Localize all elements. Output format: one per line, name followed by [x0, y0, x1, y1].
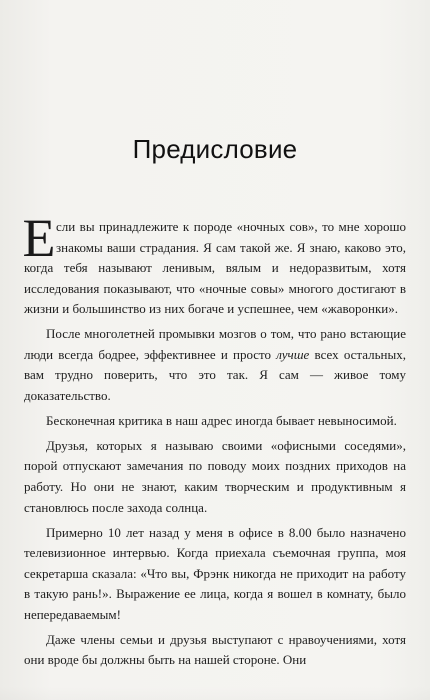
paragraph-1-text: сли вы принадлежите к породе «ночных сов», то мне хорошо знакомы ваши страдания. Я сам такой же. Я знаю, каково это, когда тебя называют ленивым, вялым и недоразвитым, хотя исследования показывают, что «ночные совы» многого достигают в жизни и большинство из них богаче и успешнее, чем «жаворонки».	[24, 219, 406, 317]
chapter-title: Предисловие	[132, 134, 298, 165]
paragraph-2-emphasis: лучше	[276, 346, 310, 362]
paragraph-2	[24, 324, 406, 406]
page-bottom-shadow	[0, 686, 430, 700]
paragraph-2-part-1: После многолетней промывки мозгов о том, что рано встающие люди всегда бодрее, эффективнее и просто	[24, 326, 406, 362]
dropcap-box	[22, 208, 56, 268]
paragraph-4: Друзья, которых я называю своими «офисными соседями», порой отпускают замечания по поводу моих поздних приходов на работу. Но они не знают, каким творческим и продуктивным я становлюсь после захода солнца.	[24, 437, 406, 515]
paragraph-1	[22, 208, 406, 320]
body-text	[22, 208, 406, 671]
paragraph-2-part-2: всех остальных, вам трудно поверить, что это так. Я сам — живое тому доказательство.	[24, 346, 406, 404]
paragraph-3: Бесконечная критика в наш адрес иногда бывает невыносимой.	[46, 412, 397, 428]
paragraph-5: Примерно 10 лет назад у меня в офисе в 8.00 было назначено телевизионное интервью. Когда приехала съемочная группа, моя секретарша сказала: «Что вы, Фрэнк никогда не приходит на работу в такую рань!». Выражение ее лица, когда я вошел в комнату, было непередаваемым!	[24, 524, 406, 622]
paragraph-6: Даже члены семьи и друзья выступают с нравоучениями, хотя они вроде бы должны быть на нашей стороне. Они	[24, 631, 406, 668]
dropcap-letter: Е	[22, 208, 56, 268]
